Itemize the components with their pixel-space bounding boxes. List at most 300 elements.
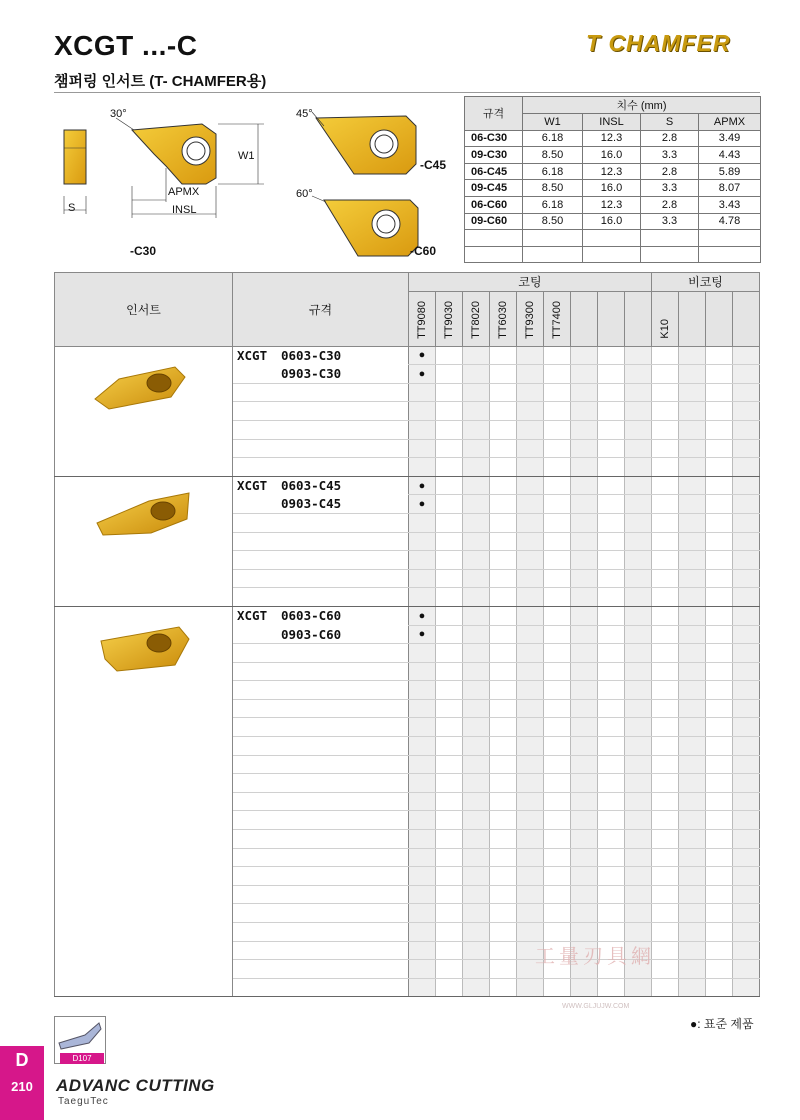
grade-cell xyxy=(598,402,625,421)
grade-cell xyxy=(598,625,625,644)
grade-cell xyxy=(733,625,760,644)
insert-header: 인서트 xyxy=(55,273,233,347)
grade-cell xyxy=(463,792,490,811)
grade-cell xyxy=(625,402,652,421)
dim-col-s: S xyxy=(641,114,699,131)
grade-cell xyxy=(571,681,598,700)
grade-cell xyxy=(409,644,436,663)
grade-cell xyxy=(490,960,517,979)
grade-cell xyxy=(490,644,517,663)
grade-cell xyxy=(436,532,463,551)
dim-header: 치수 (mm) xyxy=(523,97,761,114)
grade-cell xyxy=(625,606,652,625)
grade-cell xyxy=(517,402,544,421)
c30-label: -C30 xyxy=(130,244,157,258)
grade-cell xyxy=(463,458,490,477)
dim-code: 06-C45 xyxy=(465,163,523,180)
grade-cell xyxy=(733,811,760,830)
grade-cell xyxy=(733,644,760,663)
grade-column-header: TT7400 xyxy=(551,300,563,339)
grade-cell xyxy=(571,885,598,904)
grade-cell xyxy=(652,811,679,830)
grade-cell xyxy=(463,476,490,495)
table-row xyxy=(55,476,760,495)
grade-cell xyxy=(463,532,490,551)
grade-cell xyxy=(463,904,490,923)
grade-cell xyxy=(409,699,436,718)
grade-cell xyxy=(409,830,436,849)
grade-cell xyxy=(571,495,598,514)
grade-cell xyxy=(706,458,733,477)
grade-cell xyxy=(436,960,463,979)
grade-cell xyxy=(625,699,652,718)
grade-cell xyxy=(598,383,625,402)
insert-image-cell xyxy=(55,476,233,606)
grade-cell xyxy=(625,420,652,439)
grade-cell xyxy=(463,885,490,904)
spec-code: 0603-C45 xyxy=(281,478,342,494)
grade-cell xyxy=(571,365,598,384)
grade-table xyxy=(54,272,760,997)
grade-cell xyxy=(598,476,625,495)
dim-value: 2.8 xyxy=(641,163,699,180)
spec-code: 0603-C30 xyxy=(281,348,342,364)
grade-cell xyxy=(706,662,733,681)
grade-cell xyxy=(598,885,625,904)
grade-cell xyxy=(598,830,625,849)
grade-cell xyxy=(733,513,760,532)
grade-cell xyxy=(517,551,544,570)
grade-cell xyxy=(652,476,679,495)
table-row xyxy=(55,606,760,625)
grade-cell xyxy=(490,755,517,774)
grade-cell xyxy=(571,755,598,774)
grade-cell xyxy=(544,792,571,811)
table-row xyxy=(465,246,761,263)
grade-cell xyxy=(652,867,679,886)
grade-column-header: TT9300 xyxy=(524,300,536,339)
dim-value: 2.8 xyxy=(641,130,699,147)
grade-cell xyxy=(544,532,571,551)
grade-cell xyxy=(544,644,571,663)
grade-cell xyxy=(706,699,733,718)
grade-cell xyxy=(706,904,733,923)
grade-cell xyxy=(517,904,544,923)
grade-cell xyxy=(517,532,544,551)
insert-photo-icon xyxy=(84,353,204,423)
insert-photo-icon xyxy=(84,483,204,553)
grade-cell xyxy=(706,737,733,756)
grade-cell xyxy=(436,848,463,867)
grade-cell xyxy=(733,774,760,793)
grade-cell xyxy=(733,383,760,402)
grade-cell xyxy=(436,811,463,830)
grade-cell xyxy=(463,978,490,997)
grade-cell xyxy=(436,588,463,607)
grade-cell xyxy=(706,551,733,570)
c45-label: -C45 xyxy=(420,158,447,172)
empty-spec-cell xyxy=(233,644,409,663)
grade-cell xyxy=(733,588,760,607)
grade-cell xyxy=(463,941,490,960)
grade-cell xyxy=(409,978,436,997)
grade-cell xyxy=(409,532,436,551)
grade-cell xyxy=(490,532,517,551)
grade-cell xyxy=(409,867,436,886)
grade-cell xyxy=(679,737,706,756)
title-divider xyxy=(54,92,760,93)
grade-cell xyxy=(517,774,544,793)
grade-cell xyxy=(652,718,679,737)
grade-cell xyxy=(436,662,463,681)
grade-cell xyxy=(706,606,733,625)
grade-column xyxy=(463,291,490,346)
dim-value: 3.49 xyxy=(699,130,761,147)
dim-value: 3.3 xyxy=(641,213,699,230)
empty-grade-column xyxy=(679,291,706,346)
grade-cell xyxy=(652,644,679,663)
section-tab xyxy=(0,1046,44,1120)
grade-cell xyxy=(625,383,652,402)
brand-subtitle: TaeguTec xyxy=(58,1096,109,1107)
dim-spec-header: 규격 xyxy=(465,97,523,131)
grade-cell xyxy=(598,792,625,811)
noncoating-header: 비코팅 xyxy=(652,273,760,292)
c60-insert-shape xyxy=(312,196,418,256)
grade-cell xyxy=(517,755,544,774)
grade-cell xyxy=(490,774,517,793)
grade-cell xyxy=(517,606,544,625)
grade-cell xyxy=(463,960,490,979)
grade-cell xyxy=(409,941,436,960)
grade-cell xyxy=(679,513,706,532)
grade-cell xyxy=(598,867,625,886)
grade-cell xyxy=(490,885,517,904)
grade-cell xyxy=(517,588,544,607)
grade-cell xyxy=(490,495,517,514)
grade-cell xyxy=(706,718,733,737)
grade-cell xyxy=(571,458,598,477)
grade-column xyxy=(544,291,571,346)
spec-cell xyxy=(233,606,409,625)
insert-image-cell xyxy=(55,346,233,476)
dim-value: 4.43 xyxy=(699,147,761,164)
grade-cell xyxy=(625,476,652,495)
page-subtitle: 챔퍼링 인서트 (T- CHAMFER용) xyxy=(54,73,267,90)
grade-cell xyxy=(625,718,652,737)
grade-cell xyxy=(679,848,706,867)
dim-value: 6.18 xyxy=(523,130,583,147)
grade-cell xyxy=(544,551,571,570)
grade-cell xyxy=(598,737,625,756)
s-label: S xyxy=(68,202,76,214)
availability-mark: ● xyxy=(409,495,436,514)
grade-cell xyxy=(733,402,760,421)
grade-cell xyxy=(436,737,463,756)
grade-cell xyxy=(598,606,625,625)
grade-cell xyxy=(733,960,760,979)
grade-cell xyxy=(652,904,679,923)
table-row xyxy=(465,130,761,147)
grade-cell xyxy=(409,960,436,979)
grade-cell xyxy=(517,699,544,718)
availability-mark: ● xyxy=(409,365,436,384)
grade-cell xyxy=(490,606,517,625)
grade-cell xyxy=(733,718,760,737)
empty-spec-cell xyxy=(233,551,409,570)
angle-60-label: 60° xyxy=(296,188,313,200)
dim-value: 8.50 xyxy=(523,213,583,230)
empty-grade-column xyxy=(733,291,760,346)
grade-cell xyxy=(625,904,652,923)
grade-cell xyxy=(490,551,517,570)
grade-cell xyxy=(679,569,706,588)
grade-cell xyxy=(625,848,652,867)
table-row xyxy=(465,147,761,164)
grade-cell xyxy=(436,458,463,477)
grade-cell xyxy=(409,402,436,421)
grade-cell xyxy=(463,365,490,384)
grade-cell xyxy=(544,365,571,384)
grade-cell xyxy=(517,792,544,811)
grade-cell xyxy=(652,458,679,477)
grade-cell xyxy=(409,458,436,477)
grade-cell xyxy=(733,569,760,588)
grade-cell xyxy=(517,830,544,849)
page-number: 210 xyxy=(11,1079,33,1094)
grade-cell xyxy=(733,755,760,774)
grade-cell xyxy=(733,439,760,458)
grade-cell xyxy=(598,681,625,700)
grade-cell xyxy=(490,718,517,737)
grade-cell xyxy=(571,792,598,811)
grade-cell xyxy=(517,476,544,495)
grade-cell xyxy=(706,420,733,439)
grade-cell xyxy=(544,625,571,644)
grade-column-header: TT6030 xyxy=(497,300,509,339)
grade-cell xyxy=(625,551,652,570)
spec-header: 규격 xyxy=(233,273,409,347)
grade-cell xyxy=(625,513,652,532)
grade-cell xyxy=(517,495,544,514)
grade-cell xyxy=(490,662,517,681)
grade-cell xyxy=(733,978,760,997)
grade-cell xyxy=(679,551,706,570)
grade-cell xyxy=(679,681,706,700)
grade-cell xyxy=(436,885,463,904)
grade-cell xyxy=(517,978,544,997)
grade-cell xyxy=(571,923,598,942)
dim-code: 06-C30 xyxy=(465,130,523,147)
grade-cell xyxy=(517,867,544,886)
empty-spec-cell xyxy=(233,792,409,811)
grade-cell xyxy=(598,662,625,681)
empty-spec-cell xyxy=(233,569,409,588)
grade-cell xyxy=(706,644,733,663)
grade-cell xyxy=(625,774,652,793)
grade-cell xyxy=(463,551,490,570)
empty-spec-cell xyxy=(233,755,409,774)
grade-cell xyxy=(598,718,625,737)
grade-cell xyxy=(652,513,679,532)
grade-cell xyxy=(409,569,436,588)
grade-cell xyxy=(706,885,733,904)
grade-cell xyxy=(706,532,733,551)
insert-photo-icon xyxy=(84,613,204,683)
spec-prefix: XCGT xyxy=(237,608,268,624)
dim-value: 3.3 xyxy=(641,147,699,164)
dim-value: 12.3 xyxy=(583,130,641,147)
grade-cell xyxy=(409,904,436,923)
grade-cell xyxy=(436,699,463,718)
grade-cell xyxy=(436,551,463,570)
grade-cell xyxy=(463,774,490,793)
tool-icon xyxy=(55,1017,105,1053)
grade-cell xyxy=(490,681,517,700)
grade-cell xyxy=(490,476,517,495)
grade-cell xyxy=(625,811,652,830)
grade-cell xyxy=(490,923,517,942)
t-chamfer-logo: T CHAMFER xyxy=(586,30,731,56)
grade-cell xyxy=(625,830,652,849)
grade-cell xyxy=(463,569,490,588)
grade-cell xyxy=(409,383,436,402)
grade-cell xyxy=(706,625,733,644)
grade-cell xyxy=(652,365,679,384)
grade-cell xyxy=(733,346,760,365)
grade-cell xyxy=(571,867,598,886)
grade-cell xyxy=(409,718,436,737)
table-row xyxy=(465,163,761,180)
grade-cell xyxy=(652,978,679,997)
grade-cell xyxy=(733,904,760,923)
grade-cell xyxy=(436,402,463,421)
grade-cell xyxy=(490,458,517,477)
w1-label: W1 xyxy=(238,150,255,162)
grade-cell xyxy=(598,904,625,923)
grade-cell xyxy=(598,532,625,551)
grade-cell xyxy=(490,365,517,384)
grade-cell xyxy=(706,811,733,830)
spec-prefix: XCGT xyxy=(237,478,268,494)
grade-cell xyxy=(544,383,571,402)
grade-cell xyxy=(517,644,544,663)
empty-spec-cell xyxy=(233,513,409,532)
grade-cell xyxy=(490,625,517,644)
apmx-label: APMX xyxy=(168,186,200,198)
grade-cell xyxy=(706,830,733,849)
dim-col-apmx: APMX xyxy=(699,114,761,131)
grade-cell xyxy=(544,420,571,439)
grade-cell xyxy=(571,420,598,439)
grade-cell xyxy=(598,420,625,439)
grade-cell xyxy=(517,569,544,588)
grade-cell xyxy=(652,848,679,867)
dim-value: 16.0 xyxy=(583,180,641,197)
grade-cell xyxy=(490,978,517,997)
grade-cell xyxy=(679,699,706,718)
grade-cell xyxy=(490,346,517,365)
dim-code: 09-C60 xyxy=(465,213,523,230)
grade-cell xyxy=(625,662,652,681)
dim-value: 3.3 xyxy=(641,180,699,197)
grade-cell xyxy=(490,941,517,960)
grade-cell xyxy=(571,588,598,607)
dim-value: 8.50 xyxy=(523,147,583,164)
spec-cell xyxy=(233,476,409,495)
availability-mark: ● xyxy=(409,625,436,644)
grade-cell xyxy=(409,885,436,904)
dimension-table xyxy=(464,96,761,263)
grade-column xyxy=(652,291,679,346)
grade-cell xyxy=(436,569,463,588)
grade-cell xyxy=(679,532,706,551)
grade-cell xyxy=(571,978,598,997)
empty-grade-column xyxy=(571,291,598,346)
empty-spec-cell xyxy=(233,458,409,477)
grade-cell xyxy=(733,830,760,849)
grade-cell xyxy=(625,625,652,644)
grade-cell xyxy=(679,811,706,830)
grade-cell xyxy=(409,662,436,681)
empty-spec-cell xyxy=(233,904,409,923)
grade-cell xyxy=(733,458,760,477)
grade-cell xyxy=(598,848,625,867)
grade-cell xyxy=(733,662,760,681)
grade-cell xyxy=(598,923,625,942)
empty-spec-cell xyxy=(233,532,409,551)
grade-cell xyxy=(490,569,517,588)
grade-cell xyxy=(409,513,436,532)
grade-cell xyxy=(517,346,544,365)
grade-cell xyxy=(463,923,490,942)
dim-value: 16.0 xyxy=(583,147,641,164)
grade-cell xyxy=(463,644,490,663)
grade-cell xyxy=(625,867,652,886)
grade-cell xyxy=(706,774,733,793)
grade-cell xyxy=(544,830,571,849)
grade-cell xyxy=(679,588,706,607)
grade-cell xyxy=(463,830,490,849)
grade-cell xyxy=(490,383,517,402)
grade-cell xyxy=(706,867,733,886)
grade-cell xyxy=(625,569,652,588)
grade-cell xyxy=(463,867,490,886)
grade-cell xyxy=(679,346,706,365)
grade-cell xyxy=(679,904,706,923)
grade-cell xyxy=(436,495,463,514)
grade-cell xyxy=(517,365,544,384)
grade-cell xyxy=(652,960,679,979)
grade-cell xyxy=(436,830,463,849)
grade-cell xyxy=(652,606,679,625)
grade-cell xyxy=(679,960,706,979)
grade-cell xyxy=(436,923,463,942)
grade-cell xyxy=(571,513,598,532)
table-row xyxy=(465,213,761,230)
grade-cell xyxy=(625,978,652,997)
grade-cell xyxy=(544,699,571,718)
grade-cell xyxy=(409,681,436,700)
grade-cell xyxy=(706,569,733,588)
grade-cell xyxy=(571,644,598,663)
grade-cell xyxy=(490,402,517,421)
grade-cell xyxy=(463,513,490,532)
grade-cell xyxy=(625,885,652,904)
grade-cell xyxy=(544,513,571,532)
grade-cell xyxy=(571,662,598,681)
grade-cell xyxy=(706,513,733,532)
